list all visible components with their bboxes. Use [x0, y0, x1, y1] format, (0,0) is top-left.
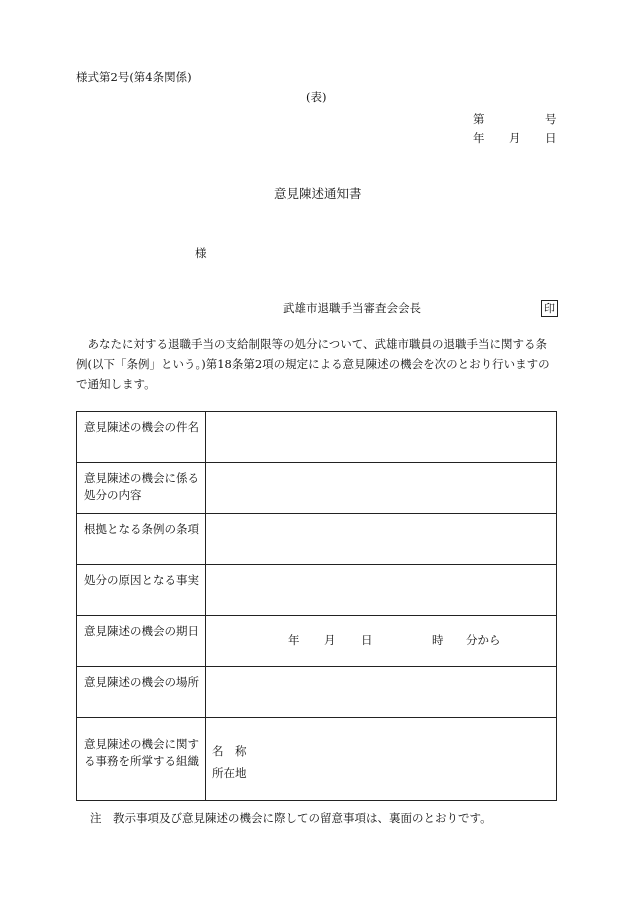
row-value — [206, 565, 557, 616]
number-suffix: 号 — [545, 112, 557, 126]
datetime-cell — [206, 616, 557, 667]
addressee-suffix: 様 — [195, 246, 207, 260]
table-row — [77, 718, 557, 801]
row-value — [206, 412, 557, 463]
row-label: 意見陳述の機会に係る処分の内容 — [77, 463, 206, 514]
footnote: 注 教示事項及び意見陳述の機会に際しての留意事項は、裏面のとおりです。 — [90, 811, 492, 825]
table-row — [77, 514, 557, 565]
org-cell — [206, 718, 557, 801]
row-label: 意見陳述の機会の期日 — [77, 616, 206, 667]
row-label: 意見陳述の機会に関する事務を所掌する組織 — [77, 718, 206, 801]
date-day: 日 — [545, 131, 557, 145]
datetime-month: 月 — [324, 633, 336, 647]
org-name-label: 名 称 — [212, 744, 247, 758]
datetime-year: 年 — [288, 633, 300, 647]
org-address-label: 所在地 — [212, 766, 247, 780]
seal-stamp: 印 — [541, 300, 558, 317]
table-row — [77, 412, 557, 463]
table-row — [77, 565, 557, 616]
row-label: 意見陳述の機会の件名 — [77, 412, 206, 463]
details-table — [76, 411, 557, 801]
row-label: 根拠となる条例の条項 — [77, 514, 206, 565]
datetime-hour: 時 — [432, 633, 444, 647]
row-value — [206, 514, 557, 565]
row-value — [206, 463, 557, 514]
date-month: 月 — [509, 131, 521, 145]
table-row — [77, 616, 557, 667]
sender-name: 武雄市退職手当審査会会長 — [283, 301, 421, 315]
table-row — [77, 463, 557, 514]
datetime-minute: 分から — [466, 633, 501, 647]
date-year: 年 — [473, 131, 485, 145]
row-label: 意見陳述の機会の場所 — [77, 667, 206, 718]
body-paragraph: あなたに対する退職手当の支給制限等の処分について、武雄市職員の退職手当に関する条例(以下「条例」という。)第18条第2項の規定による意見陳述の機会を次のとおり行いますので通知します。 — [76, 337, 550, 391]
number-prefix: 第 — [473, 112, 485, 126]
table-row — [77, 667, 557, 718]
row-label: 処分の原因となる事実 — [77, 565, 206, 616]
row-value — [206, 667, 557, 718]
datetime-day: 日 — [361, 633, 373, 647]
form-number: 様式第2号(第4条関係) — [76, 70, 192, 84]
document-title: 意見陳述通知書 — [274, 186, 362, 201]
side-indicator: (表) — [306, 90, 327, 104]
